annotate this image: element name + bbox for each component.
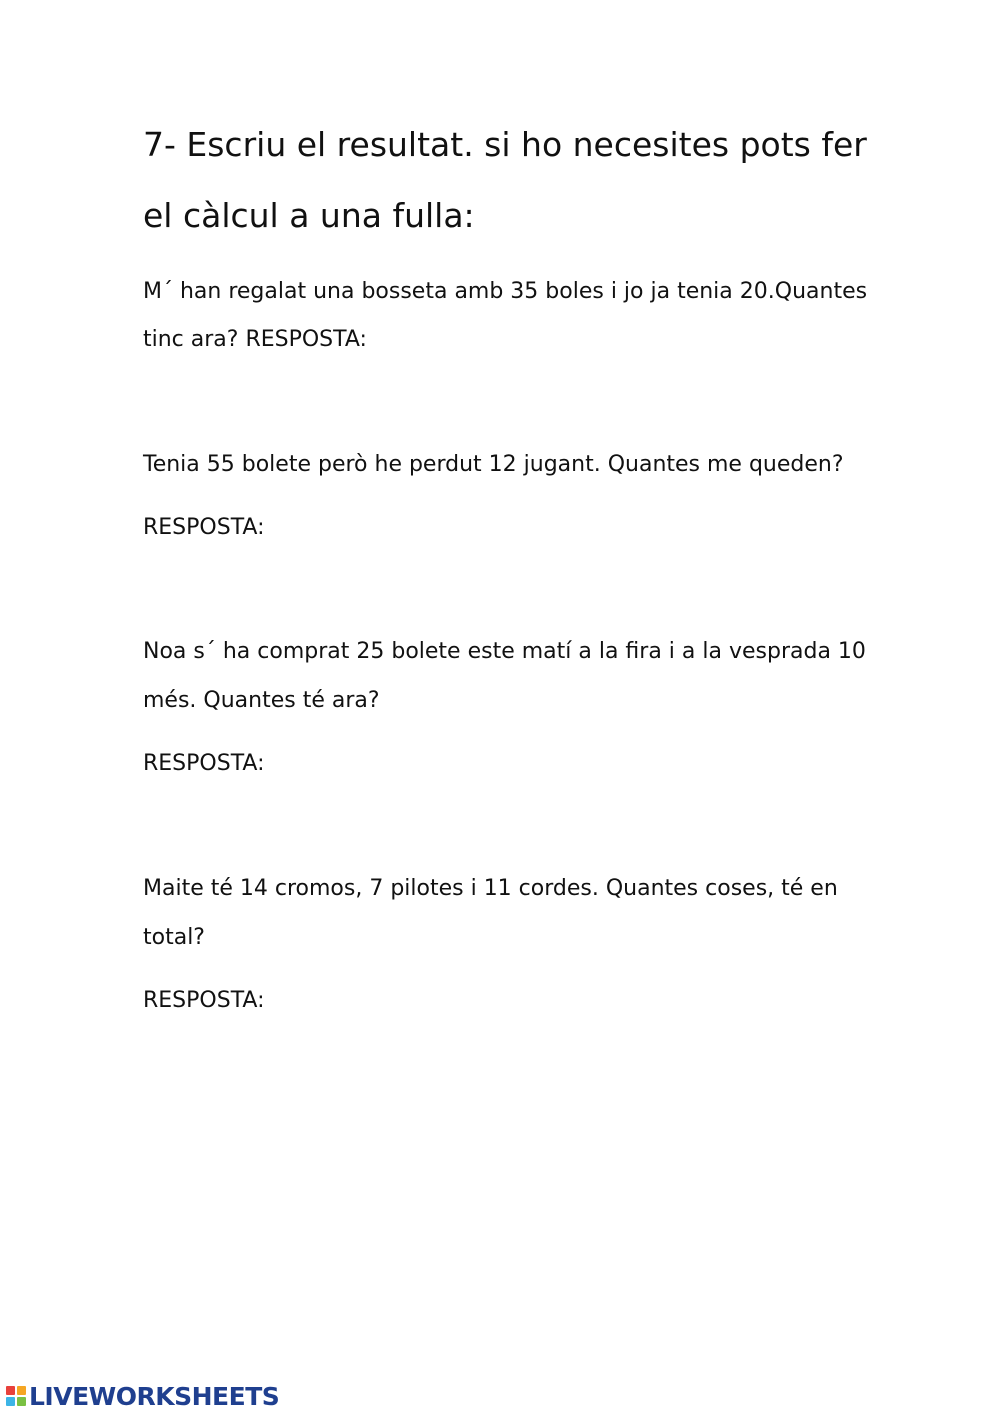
worksheet-title-line-1: 7- Escriu el resultat. si ho necesites pots fer xyxy=(143,125,867,164)
problem-4-line-1: Maite té 14 cromos, 7 pilotes i 11 cordes. Quantes coses, té en xyxy=(143,876,838,901)
problem-1-line-2: tinc ara? RESPOSTA: xyxy=(143,327,367,352)
problem-1-line-1: M´ han regalat una bosseta amb 35 boles i jo ja tenia 20.Quantes xyxy=(143,279,868,304)
problem-2-line-1: Tenia 55 bolete però he perdut 12 jugant. Quantes me queden? xyxy=(143,452,844,477)
problem-3-answer-input[interactable] xyxy=(285,748,849,780)
problem-1-answer-input[interactable] xyxy=(395,324,859,356)
problem-2-answer-input[interactable] xyxy=(285,512,849,544)
logo-block-green xyxy=(17,1397,26,1406)
logo-block-red xyxy=(6,1386,15,1395)
worksheet-title-line-2: el càlcul a una fulla: xyxy=(143,196,475,235)
problem-3-line-1: Noa s´ ha comprat 25 bolete este matí a la fira i a la vesprada 10 xyxy=(143,639,866,664)
problem-4-line-2: total? xyxy=(143,925,205,950)
problem-4-answer-input[interactable] xyxy=(285,985,849,1017)
logo-block-orange xyxy=(17,1386,26,1395)
liveworksheets-logo xyxy=(6,1381,279,1411)
problem-3-line-2: més. Quantes té ara? xyxy=(143,688,380,713)
problem-2-answer-label: RESPOSTA: xyxy=(143,515,265,540)
problem-3-answer-label: RESPOSTA: xyxy=(143,751,265,776)
problem-4-answer-label: RESPOSTA: xyxy=(143,988,265,1013)
logo-blocks-icon xyxy=(6,1386,26,1406)
logo-text: LIVEWORKSHEETS xyxy=(29,1381,280,1411)
logo-block-blue xyxy=(6,1397,15,1406)
